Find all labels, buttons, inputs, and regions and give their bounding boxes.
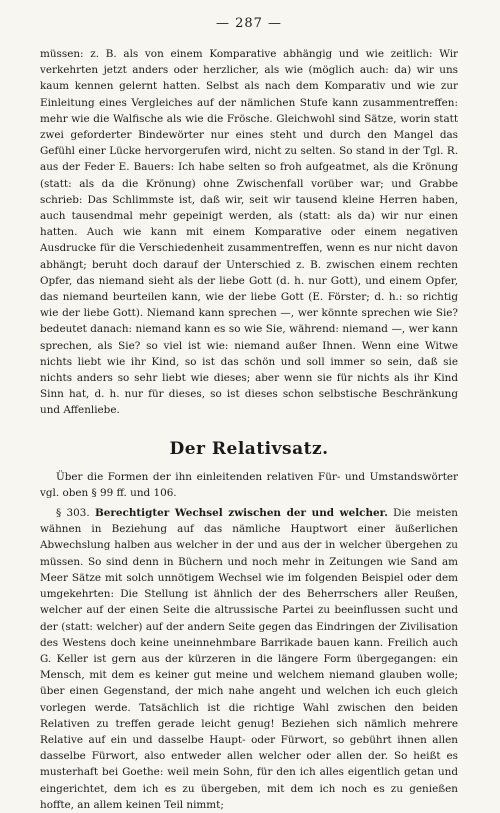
intro-paragraph: Über die Formen der ihn einleitenden relativen Für- und Umstandswörter vgl. oben § 99 ff. und 106. <box>40 470 458 499</box>
section-text: Die meisten wähnen in Beziehung auf das nämliche Hauptwort einer äußerlichen Abwechslung halben aus welcher in der und aus der in welcher übergehen zu müssen. So sind denn in Büchern und noch mehr in Zeitungen wie Sand am Meer Sätze mit solch unnötigem Wechsel wie im folgenden Beispiel oder dem umgekehrten: Die Stellung ist ähnlich der des Beherrschers aller Reußen, welcher auf der einen Seite die altrussische Partei zu beeinflussen sucht und der (statt: welcher) auf der andern Seite gegen das Eindringen der Zivilisation des Westens doch keine uneinnehmbare Barrikade bauen kann. Freilich auch G. Keller ist gern aus der kürzeren in die längere Form übergegangen: ein Mensch, mit dem es keiner gut meine und welchem niemand glauben wolle; über einen Gegenstand, der mich nahe angeht und welchen ich euch gleich vorlegen werde. Tatsächlich ist die richtige Wahl zwischen den beiden Relativen zu treffen gerade leicht genug! Beziehen sich nämlich mehrere Relative auf ein und dasselbe Haupt- oder Fürwort, so gebührt ihnen allen dasselbe Fürwort, also entweder allen welcher oder allen der. So heißt es musterhaft bei Goethe: weil mein Sohn, für den ich alles eigentlich getan und eingerichtet, dem ich es zu übergeben, mit dem ich noch es zu genießen hoffte, an allem keinen Teil nimmt; <box>40 507 458 811</box>
section-title: Berechtigter Wechsel zwischen der und welcher. <box>95 507 388 520</box>
section-paragraph <box>40 505 458 813</box>
page-number: — 287 — <box>215 16 283 31</box>
paragraph-comparative: müssen: z. B. als von einem Komparative abhängig und wie zeitlich: Wir verkehrten jetzt anders oder herzlicher, als wie (möglich auch: da) wir uns kaum kennen gelernt hatten. Selbst als nach dem Komparativ und wie zur Einleitung eines Vergleiches auf der nämlichen Stufe kann zusammentreffen: mehr wie die Walfische als wie die Frösche. Gleichwohl sind Sätze, worin statt zwei geforderter Bindewörter nur eines steht und durch den Mangel das Gefühl einer Lücke hervorgerufen wird, nicht zu selten. So stand in der Tgl. R. aus der Feder E. Bauers: Ich habe selten so froh aufgeatmet, als die Krönung (statt: als da die Krönung) ohne Zwischenfall vorüber war; und Grabbe schrieb: Das Schlimmste ist, daß wir, seit wir tausend kleine Herren haben, auch tausendmal mehr gepeinigt werden, als (statt: als da) wir nur einen hatten. Auch wie kann mit einem Komparative oder einem negativen Ausdrucke für die Verschiedenheit zusammentreffen, wenn es nur nicht davon abhängt; beruht doch darauf der Unterschied z. B. zwischen einem rechten Opfer, das niemand sieht als der liebe Gott (d. h. nur Gott), und einem Opfer, das niemand beurteilen kann, wie der liebe Gott (E. Förster; d. h.: so richtig wie der liebe Gott). Niemand kann sprechen —, wer könnte sprechen wie Sie? bedeutet danach: niemand kann es so wie Sie, während: niemand —, wer kann sprechen, als Sie? so viel ist wie: niemand außer Ihnen. Wenn eine Witwe nichts liebt wie ihr Kind, so ist das schön und soll immer so sein, daß sie nichts anders so sehr liebt wie dieses; aber wenn sie für nichts als ihr Kind Sinn hat, d. h. nur für dieses, so ist dieses schon selbstische Beschränkung und Affenliebe. <box>40 48 458 417</box>
section-number: § 303. <box>56 507 90 520</box>
chapter-heading: Der Relativsatz. <box>169 438 329 459</box>
